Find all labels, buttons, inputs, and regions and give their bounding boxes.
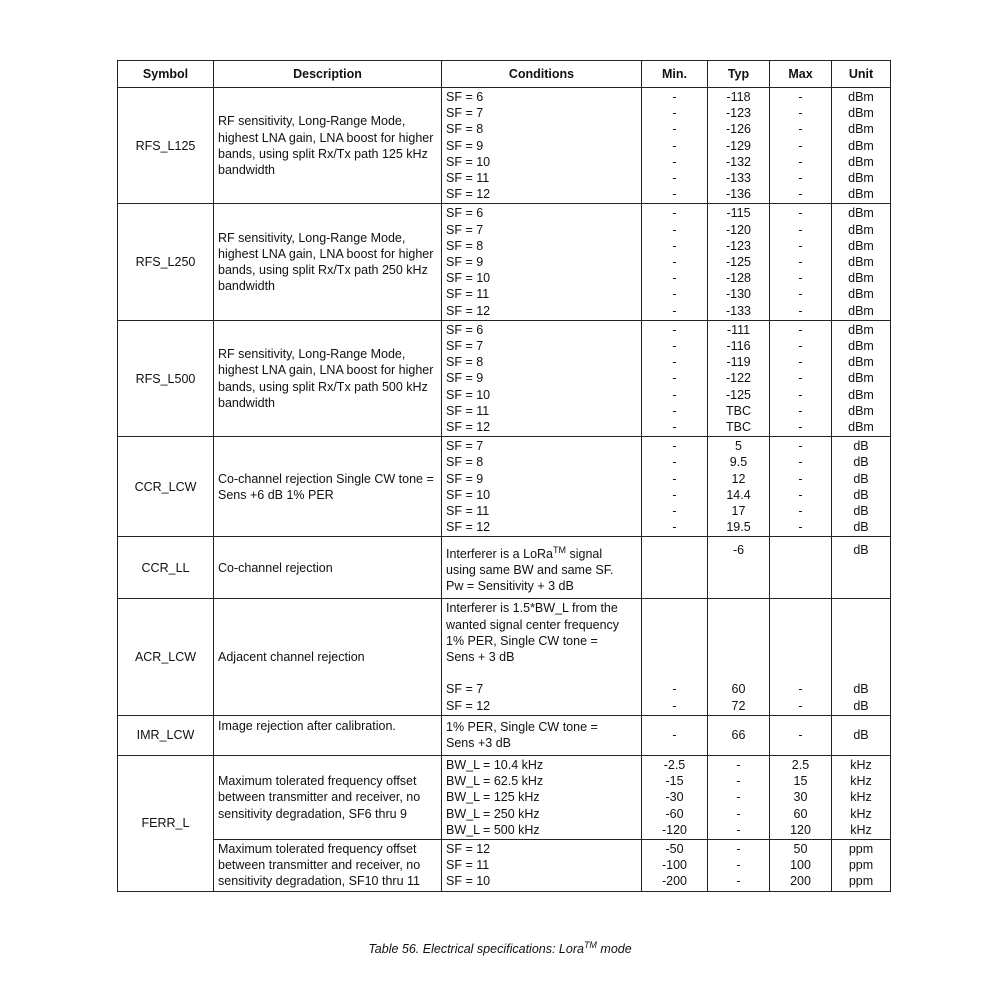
conditions-cell xyxy=(442,755,642,839)
conditions-value: SF = 10 xyxy=(446,487,491,502)
min-value: - xyxy=(672,439,677,454)
typ-value: -129 xyxy=(725,138,752,153)
conditions-value: SF = 6 xyxy=(446,90,484,104)
max-value: - xyxy=(798,682,803,697)
max-value: - xyxy=(798,455,803,470)
unit-value: dB xyxy=(853,504,869,519)
header-min: Min. xyxy=(642,61,708,88)
unit-value: dBm xyxy=(848,420,874,435)
conditions-value: SF = 10 xyxy=(446,387,491,402)
typ-value: -123 xyxy=(725,106,752,121)
min-value: - xyxy=(672,206,677,221)
description-cell: Image rejection after calibration. xyxy=(214,715,442,755)
min-value: - xyxy=(672,138,677,153)
min-value: - xyxy=(672,238,677,253)
typ-value: -130 xyxy=(725,287,752,302)
min-value: -30 xyxy=(665,790,684,805)
max-value: 120 xyxy=(790,822,811,837)
max-cell xyxy=(770,839,832,891)
condition-text: SF = 7 xyxy=(446,682,484,697)
typ-cell xyxy=(708,839,770,891)
conditions-value: SF = 9 xyxy=(446,255,484,270)
unit-cell xyxy=(832,599,891,715)
header-description: Description xyxy=(214,61,442,88)
min-cell xyxy=(642,755,708,839)
condition-text: 1% PER, Single CW tone = xyxy=(446,633,598,648)
unit-value: dBm xyxy=(848,171,874,186)
conditions-value: SF = 10 xyxy=(446,154,491,169)
table-caption xyxy=(0,940,1000,956)
unit-value: dBm xyxy=(848,387,874,402)
unit-cell xyxy=(832,320,891,436)
min-value: - xyxy=(672,255,677,270)
conditions-cell xyxy=(442,204,642,320)
conditions-value: SF = 12 xyxy=(446,520,491,535)
conditions-value: BW_L = 250 kHz xyxy=(446,806,540,821)
min-value: -60 xyxy=(665,806,684,821)
max-cell xyxy=(770,537,832,599)
max-value: - xyxy=(798,355,803,370)
typ-value: - xyxy=(736,806,741,821)
header-unit: Unit xyxy=(832,61,891,88)
unit-cell xyxy=(832,839,891,891)
min-cell xyxy=(642,320,708,436)
typ-value: 19.5 xyxy=(726,520,751,535)
unit-value: dBm xyxy=(848,222,874,237)
max-cell xyxy=(770,88,832,204)
unit-value: dBm xyxy=(848,187,874,202)
condition-text: SF = 12 xyxy=(446,698,491,713)
unit-value: dB xyxy=(853,520,869,535)
max-cell xyxy=(770,320,832,436)
max-value: - xyxy=(798,187,803,202)
typ-cell: 66 xyxy=(708,715,770,755)
typ-value: -132 xyxy=(725,154,752,169)
conditions-value: SF = 8 xyxy=(446,238,484,253)
max-value: - xyxy=(798,238,803,253)
max-cell xyxy=(770,755,832,839)
description-cell: Co-channel rejection xyxy=(214,537,442,599)
caption-trademark-sup: TM xyxy=(583,940,597,950)
min-value: - xyxy=(672,355,677,370)
conditions-value: SF = 10 xyxy=(446,271,491,286)
max-value: 200 xyxy=(790,874,811,889)
condition-text: Sens + 3 dB xyxy=(446,650,515,665)
min-value: - xyxy=(672,504,677,519)
max-value: - xyxy=(798,206,803,221)
min-value: - xyxy=(672,371,677,386)
min-value: - xyxy=(672,90,677,104)
unit-value: dB xyxy=(853,682,869,697)
description-cell: Adjacent channel rejection xyxy=(214,599,442,715)
description-cell: RF sensitivity, Long-Range Mode, highest LNA gain, LNA boost for higher bands, using split Rx/Tx path 125 kHz bandwidth xyxy=(214,88,442,204)
unit-value: dBm xyxy=(848,403,874,418)
typ-value: -133 xyxy=(725,303,752,318)
conditions-value: SF = 7 xyxy=(446,439,484,454)
typ-value: 9.5 xyxy=(729,455,748,470)
typ-value: - xyxy=(736,874,741,889)
header-max: Max xyxy=(770,61,832,88)
min-value: - xyxy=(672,455,677,470)
header-conditions: Conditions xyxy=(442,61,642,88)
typ-value: - xyxy=(736,858,741,873)
unit-value: dBm xyxy=(848,303,874,318)
unit-value: dBm xyxy=(848,287,874,302)
min-value: - xyxy=(672,271,677,286)
conditions-value: SF = 11 xyxy=(446,504,490,519)
min-value: -100 xyxy=(661,858,688,873)
unit-value: kHz xyxy=(850,806,872,821)
min-value: - xyxy=(672,682,677,697)
conditions-value: SF = 6 xyxy=(446,322,484,337)
max-cell xyxy=(770,204,832,320)
conditions-value: SF = 7 xyxy=(446,339,484,354)
typ-value: 60 xyxy=(731,682,746,697)
table-row xyxy=(118,204,891,320)
conditions-cell xyxy=(442,839,642,891)
unit-cell xyxy=(832,755,891,839)
min-value: -50 xyxy=(665,841,684,856)
min-cell xyxy=(642,537,708,599)
conditions-value: SF = 8 xyxy=(446,122,484,137)
symbol-cell: CCR_LCW xyxy=(118,437,214,537)
max-value: - xyxy=(798,271,803,286)
condition-text: Interferer is 1.5*BW_L from the xyxy=(446,601,618,616)
unit-value: dBm xyxy=(848,106,874,121)
conditions-cell xyxy=(442,537,642,599)
typ-cell xyxy=(708,755,770,839)
min-value: - xyxy=(672,322,677,337)
unit-cell xyxy=(832,88,891,204)
condition-text: Pw = Sensitivity + 3 dB xyxy=(446,579,574,594)
max-value: 2.5 xyxy=(791,757,810,772)
caption-text-end: mode xyxy=(596,942,632,957)
min-value: - xyxy=(672,222,677,237)
max-value: - xyxy=(798,222,803,237)
symbol-cell: IMR_LCW xyxy=(118,715,214,755)
typ-value: - xyxy=(736,790,741,805)
unit-value: ppm xyxy=(848,874,874,889)
min-cell xyxy=(642,437,708,537)
unit-value: dBm xyxy=(848,238,874,253)
typ-value: -128 xyxy=(725,271,752,286)
unit-cell xyxy=(832,204,891,320)
min-cell xyxy=(642,839,708,891)
min-value: - xyxy=(672,171,677,186)
typ-cell xyxy=(708,204,770,320)
typ-value: - xyxy=(736,774,741,789)
unit-value: kHz xyxy=(850,757,872,772)
max-value: - xyxy=(798,303,803,318)
min-value: - xyxy=(672,471,677,486)
min-value: - xyxy=(672,339,677,354)
unit-value: dBm xyxy=(848,206,874,221)
unit-value: dBm xyxy=(848,154,874,169)
max-value: 100 xyxy=(790,858,811,873)
unit-value: kHz xyxy=(850,774,872,789)
min-value: - xyxy=(672,154,677,169)
typ-cell xyxy=(708,320,770,436)
conditions-cell xyxy=(442,599,642,715)
typ-cell xyxy=(708,437,770,537)
unit-value: dBm xyxy=(848,138,874,153)
symbol-cell: RFS_L250 xyxy=(118,204,214,320)
max-cell xyxy=(770,437,832,537)
conditions-value: SF = 11 xyxy=(446,287,490,302)
unit-value: dB xyxy=(853,487,869,502)
min-value: - xyxy=(672,387,677,402)
min-cell xyxy=(642,599,708,715)
header-symbol: Symbol xyxy=(118,61,214,88)
unit-value: dBm xyxy=(848,339,874,354)
typ-value: -122 xyxy=(725,371,752,386)
min-value: - xyxy=(672,698,677,713)
unit-value: dBm xyxy=(848,255,874,270)
unit-value: dBm xyxy=(848,122,874,137)
typ-value: -115 xyxy=(726,206,751,221)
min-value: - xyxy=(672,403,677,418)
unit-value: dBm xyxy=(848,90,874,104)
max-value: 15 xyxy=(793,774,808,789)
typ-value: - xyxy=(736,757,741,772)
typ-value: -123 xyxy=(725,238,752,253)
conditions-value: BW_L = 62.5 kHz xyxy=(446,774,544,789)
min-value: -2.5 xyxy=(663,757,686,772)
max-value: - xyxy=(798,90,803,104)
conditions-value: SF = 11 xyxy=(446,171,490,186)
symbol-cell: RFS_L500 xyxy=(118,320,214,436)
conditions-value: SF = 8 xyxy=(446,455,484,470)
max-value: - xyxy=(798,154,803,169)
max-value: - xyxy=(798,106,803,121)
max-value: - xyxy=(798,255,803,270)
typ-value: 72 xyxy=(731,698,746,713)
unit-value: dBm xyxy=(848,355,874,370)
conditions-value: SF = 9 xyxy=(446,371,484,386)
max-value: - xyxy=(798,387,803,402)
description-cell: Maximum tolerated frequency offset between transmitter and receiver, no sensitivity degradation, SF10 thru 11 xyxy=(214,839,442,891)
max-value: - xyxy=(798,171,803,186)
typ-value: -136 xyxy=(725,187,752,202)
electrical-spec-table xyxy=(117,60,891,892)
typ-value: 14.4 xyxy=(726,487,751,502)
typ-value: 5 xyxy=(735,439,742,454)
conditions-value: SF = 9 xyxy=(446,471,484,486)
unit-value: dBm xyxy=(848,322,874,337)
conditions-value: SF = 6 xyxy=(446,206,484,221)
typ-value: TBC xyxy=(726,420,751,435)
min-value: - xyxy=(672,303,677,318)
min-value: -200 xyxy=(661,874,688,889)
min-cell: - xyxy=(642,715,708,755)
caption-text: Table 56. Electrical specifications: Lora xyxy=(368,942,584,957)
unit-cell xyxy=(832,437,891,537)
conditions-value: BW_L = 10.4 kHz xyxy=(446,757,544,772)
conditions-value: SF = 12 xyxy=(446,420,491,435)
max-value: - xyxy=(798,698,803,713)
min-value: - xyxy=(672,520,677,535)
description-cell: RF sensitivity, Long-Range Mode, highest LNA gain, LNA boost for higher bands, using split Rx/Tx path 500 kHz bandwidth xyxy=(214,320,442,436)
max-cell xyxy=(770,599,832,715)
min-cell xyxy=(642,88,708,204)
description-cell: Co-channel rejection Single CW tone = Sens +6 dB 1% PER xyxy=(214,437,442,537)
symbol-cell: CCR_LL xyxy=(118,537,214,599)
typ-value: 12 xyxy=(731,471,746,486)
conditions-value: SF = 12 xyxy=(446,841,491,856)
typ-value: -120 xyxy=(725,222,752,237)
conditions-value: SF = 8 xyxy=(446,355,484,370)
typ-value: -111 xyxy=(726,322,751,337)
unit-value: dB xyxy=(853,439,869,454)
unit-value: dBm xyxy=(848,271,874,286)
symbol-cell: FERR_L xyxy=(118,755,214,891)
table-row xyxy=(118,599,891,715)
max-value: - xyxy=(798,122,803,137)
unit-value: dB xyxy=(853,698,869,713)
conditions-value: SF = 11 xyxy=(446,858,490,873)
max-value: - xyxy=(798,504,803,519)
typ-value: -118 xyxy=(726,90,751,104)
unit-cell: dB xyxy=(832,715,891,755)
unit-value: ppm xyxy=(848,841,874,856)
typ-value: -125 xyxy=(725,387,752,402)
typ-value: -125 xyxy=(725,255,752,270)
header-row xyxy=(118,61,891,88)
table-row xyxy=(118,839,891,891)
conditions-value: BW_L = 125 kHz xyxy=(446,790,540,805)
unit-value: ppm xyxy=(848,858,874,873)
conditions-value: SF = 12 xyxy=(446,187,491,202)
conditions-value: SF = 10 xyxy=(446,874,491,889)
table-row xyxy=(118,537,891,599)
unit-value: dB xyxy=(853,471,869,486)
conditions-value: SF = 7 xyxy=(446,222,484,237)
conditions-cell xyxy=(442,715,642,755)
typ-value: -133 xyxy=(725,171,752,186)
typ-cell: -6 xyxy=(708,537,770,599)
condition-text: signal xyxy=(566,546,603,561)
min-value: - xyxy=(672,487,677,502)
max-value: - xyxy=(798,403,803,418)
symbol-cell: RFS_L125 xyxy=(118,88,214,204)
unit-value: dBm xyxy=(848,371,874,386)
conditions-value: SF = 7 xyxy=(446,106,484,121)
max-value: - xyxy=(798,420,803,435)
typ-value: 17 xyxy=(731,504,746,519)
typ-cell xyxy=(708,88,770,204)
table-row xyxy=(118,715,891,755)
min-cell xyxy=(642,204,708,320)
condition-text: Interferer is a LoRa xyxy=(446,546,553,561)
conditions-cell xyxy=(442,320,642,436)
min-value: -15 xyxy=(665,774,684,789)
max-value: - xyxy=(798,138,803,153)
condition-text: 1% PER, Single CW tone = xyxy=(446,720,598,735)
max-value: 50 xyxy=(793,841,808,856)
max-value: - xyxy=(798,287,803,302)
unit-value: dB xyxy=(853,455,869,470)
table-row xyxy=(118,88,891,204)
condition-text: Sens +3 dB xyxy=(446,736,511,751)
max-value: - xyxy=(798,487,803,502)
typ-value: - xyxy=(736,822,741,837)
symbol-cell: ACR_LCW xyxy=(118,599,214,715)
table-row xyxy=(118,320,891,436)
typ-value: - xyxy=(736,841,741,856)
typ-value: -116 xyxy=(726,339,751,354)
typ-value: -126 xyxy=(725,122,752,137)
trademark-sup: TM xyxy=(553,544,566,555)
conditions-cell xyxy=(442,437,642,537)
typ-cell xyxy=(708,599,770,715)
min-value: - xyxy=(672,106,677,121)
conditions-value: SF = 11 xyxy=(446,403,490,418)
max-value: - xyxy=(798,322,803,337)
table-row xyxy=(118,755,891,839)
max-value: - xyxy=(798,439,803,454)
max-value: - xyxy=(798,339,803,354)
min-value: -120 xyxy=(661,822,688,837)
max-value: - xyxy=(798,471,803,486)
unit-cell: dB xyxy=(832,537,891,599)
typ-value: TBC xyxy=(726,403,751,418)
condition-text: using same BW and same SF. xyxy=(446,562,614,577)
min-value: - xyxy=(672,287,677,302)
conditions-value: SF = 12 xyxy=(446,303,491,318)
unit-value: kHz xyxy=(850,822,872,837)
description-cell: RF sensitivity, Long-Range Mode, highest LNA gain, LNA boost for higher bands, using split Rx/Tx path 250 kHz bandwidth xyxy=(214,204,442,320)
typ-value: -119 xyxy=(726,355,751,370)
max-value: - xyxy=(798,520,803,535)
max-value: - xyxy=(798,371,803,386)
conditions-cell xyxy=(442,88,642,204)
description-cell: Maximum tolerated frequency offset between transmitter and receiver, no sensitivity degradation, SF6 thru 9 xyxy=(214,755,442,839)
max-value: 30 xyxy=(793,790,808,805)
conditions-value: BW_L = 500 kHz xyxy=(446,822,540,837)
conditions-value: SF = 9 xyxy=(446,138,484,153)
min-value: - xyxy=(672,187,677,202)
max-value: 60 xyxy=(793,806,808,821)
min-value: - xyxy=(672,122,677,137)
header-typ: Typ xyxy=(708,61,770,88)
max-cell: - xyxy=(770,715,832,755)
table-row xyxy=(118,437,891,537)
min-value: - xyxy=(672,420,677,435)
unit-value: kHz xyxy=(850,790,872,805)
condition-text: wanted signal center frequency xyxy=(446,617,620,632)
